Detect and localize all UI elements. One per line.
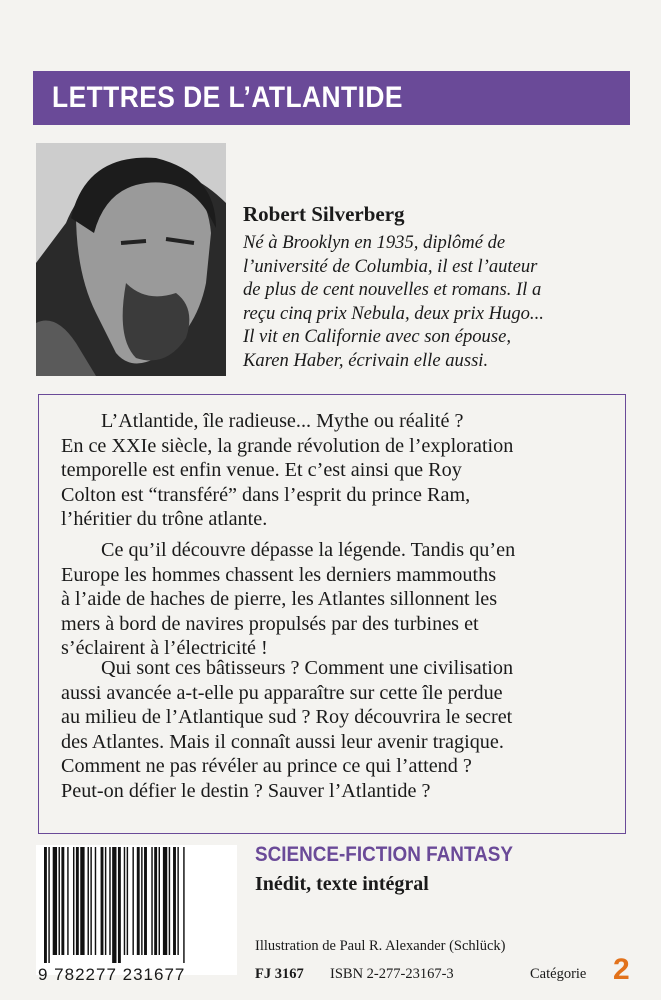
barcode-bar — [144, 847, 147, 955]
catalog-code: FJ 3167 — [255, 966, 304, 982]
barcode-bar — [48, 847, 49, 963]
title-band — [33, 71, 630, 125]
barcode-bar — [127, 847, 128, 955]
category-label: Catégorie — [530, 966, 587, 982]
author-photo — [36, 143, 226, 376]
blurb-line: mers à bord de navires propulsés par des turbines et — [61, 612, 479, 635]
blurb-line: aussi avancée a-t-elle pu apparaître sur cette île perdue — [61, 681, 503, 704]
barcode-bar — [163, 847, 167, 955]
author-bio-line: Né à Brooklyn en 1935, diplômé de — [243, 232, 506, 253]
barcode-bar — [173, 847, 176, 955]
barcode-bar — [141, 847, 142, 955]
blurb-paragraph-1 — [61, 409, 611, 532]
category-number: 2 — [613, 953, 630, 986]
book-title: LETTRES DE L’ATLANTIDE — [52, 81, 403, 114]
blurb-line: Comment ne pas révéler au prince ce qui l’attend ? — [61, 755, 472, 778]
blurb-line: l’héritier du trône atlante. — [61, 508, 268, 531]
blurb-line: En ce XXIe siècle, la grande révolution de l’exploration — [61, 434, 514, 457]
blurb-line: s’éclairent à l’électricité ! — [61, 637, 268, 660]
barcode-digits: 9 782277 231677 — [38, 965, 186, 984]
blurb-line: Colton est “transféré” dans l’esprit du prince Ram, — [61, 483, 471, 506]
illustration-credit: Illustration de Paul R. Alexander (Schlück) — [255, 938, 506, 954]
barcode-bar — [159, 847, 160, 955]
isbn: ISBN 2-277-23167-3 — [330, 966, 454, 982]
blurb-line: au milieu de l’Atlantique sud ? Roy découvrira le secret — [61, 706, 513, 729]
barcode-bar — [183, 847, 184, 963]
collection-label: SCIENCE-FICTION FANTASY — [255, 843, 513, 866]
blurb-line: temporelle est enfin venue. Et c’est ainsi que Roy — [61, 459, 462, 482]
author-name: Robert Silverberg — [243, 202, 405, 226]
blurb-box — [38, 394, 626, 834]
barcode-bar — [95, 847, 96, 955]
blurb-line: Qui sont ces bâtisseurs ? Comment une civilisation — [101, 657, 514, 679]
barcode-bar — [132, 847, 133, 955]
blurb-line: Europe les hommes chassent les derniers mammouths — [61, 563, 497, 586]
barcode-bar — [90, 847, 91, 955]
barcode-bar — [109, 847, 110, 955]
barcode-bar — [169, 847, 170, 955]
barcode-bar — [67, 847, 68, 955]
barcode-bar — [105, 847, 106, 955]
author-bio-line: l’université de Columbia, il est l’auteur — [243, 255, 538, 277]
author-bio-line: Karen Haber, écrivain elle aussi. — [243, 349, 489, 371]
barcode-bar — [154, 847, 157, 955]
blurb-line: Ce qu’il découvre dépasse la légende. Tandis qu’en — [101, 539, 516, 561]
barcode-bars — [36, 845, 237, 965]
author-bio-line: de plus de cent nouvelles et romans. Il a — [243, 279, 542, 301]
barcode-bar — [118, 847, 121, 963]
barcode-bar — [124, 847, 125, 955]
barcode-bar — [112, 847, 116, 963]
barcode-bar — [73, 847, 74, 955]
blurb-line: à l’aide de haches de pierre, les Atlantes sillonnent les — [61, 588, 498, 611]
barcode-bar — [88, 847, 89, 955]
barcode-bar — [137, 847, 140, 955]
blurb-line: Peut-on défier le destin ? Sauver l’Atlantide ? — [61, 779, 431, 802]
edition-note: Inédit, texte intégral — [255, 873, 429, 895]
author-portrait-image — [36, 143, 226, 376]
barcode-bar — [80, 847, 84, 955]
barcode-bar — [53, 847, 57, 955]
blurb-line: des Atlantes. Mais il connaît aussi leur avenir tragique. — [61, 730, 504, 753]
author-bio — [243, 231, 643, 373]
barcode-bar — [101, 847, 104, 955]
author-bio-line: Il vit en Californie avec son épouse, — [243, 326, 511, 348]
barcode-bar — [151, 847, 152, 955]
barcode-bar — [76, 847, 79, 955]
barcode-bar — [44, 847, 47, 963]
blurb-paragraph-2 — [61, 538, 611, 661]
barcode-bar — [59, 847, 60, 955]
blurb-line: L’Atlantide, île radieuse... Mythe ou réalité ? — [101, 410, 464, 432]
blurb-paragraph-3 — [61, 656, 611, 804]
barcode-bar — [61, 847, 64, 955]
barcode-bar — [177, 847, 178, 955]
barcode — [36, 845, 237, 984]
author-bio-line: reçu cinq prix Nebula, deux prix Hugo... — [243, 302, 544, 324]
